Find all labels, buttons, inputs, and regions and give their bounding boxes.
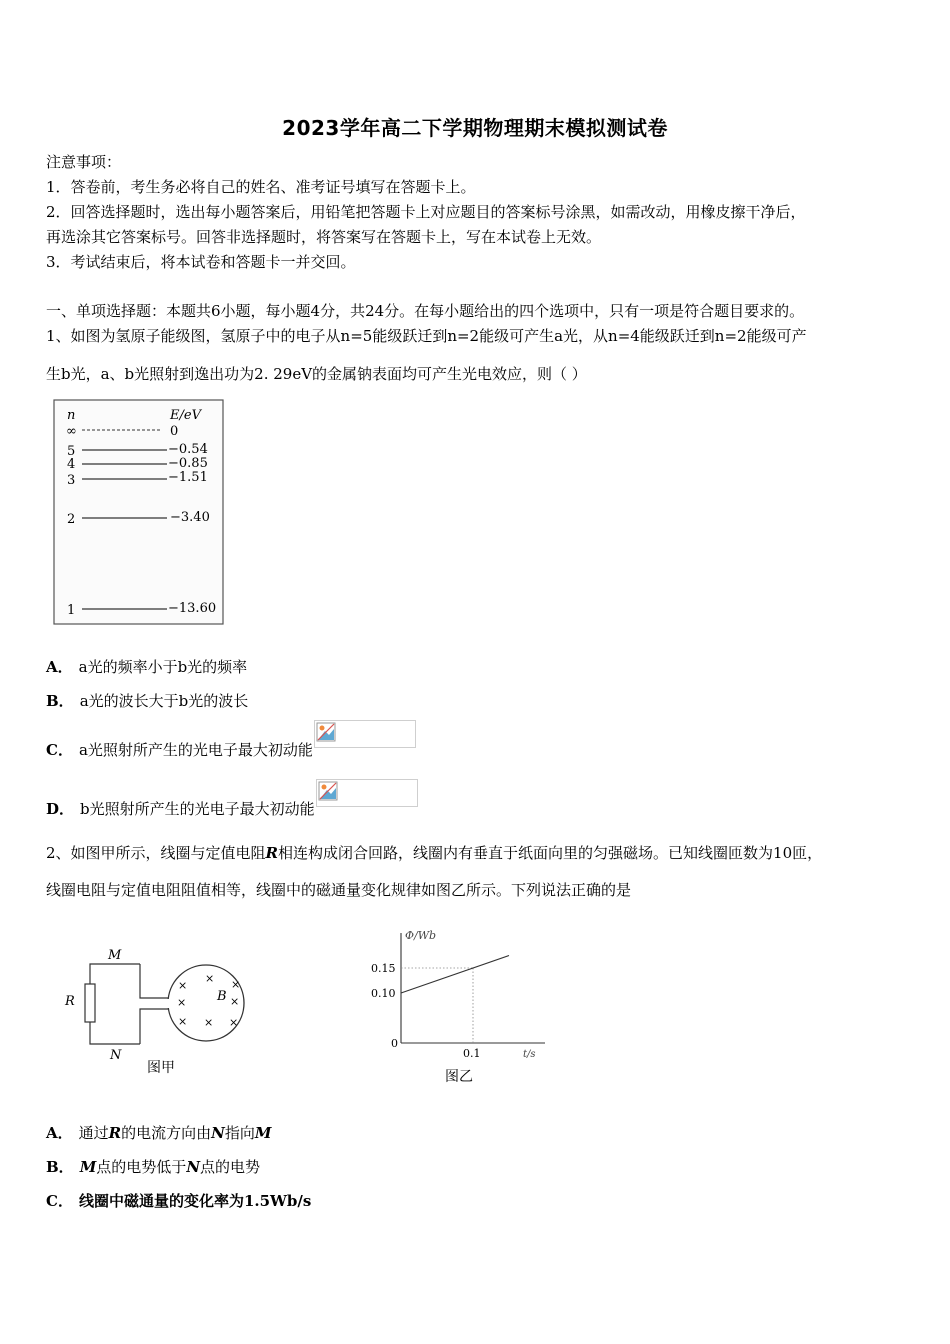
cross-mark: × [205,972,215,985]
question-2-line2: 线圈电阻与定值电阻阻值相等，线圈中的磁通量变化规律如图乙所示。下列说法正确的是 [46,881,632,899]
cross-mark: × [231,978,241,991]
x-tick-label: 0.1 [463,1047,481,1060]
level-n: 3 [67,473,76,488]
option-a: A． a光的频率小于b光的频率 [46,658,248,676]
level-e: −13.60 [168,601,217,616]
option-d: D． b光照射所产生的光电子最大初动能 [46,779,418,807]
option-a: A． 通过R的电流方向由N指向M [46,1124,272,1142]
label-m: M [108,948,122,963]
e-axis-label: E/eV [170,408,201,423]
level-n: 2 [67,512,76,527]
level-e: −0.85 [168,456,208,471]
level-n: 1 [67,603,76,618]
level-n: 5 [67,444,76,459]
broken-image-icon [316,779,418,807]
x-axis-label: t/s [523,1049,536,1060]
level-e: −3.40 [170,510,210,525]
cross-mark: × [230,995,240,1008]
figure-caption: 图乙 [445,1069,473,1085]
y-axis-label: Φ/Wb [405,929,437,942]
cross-mark: × [177,996,187,1009]
figure-caption: 图甲 [147,1060,175,1076]
section-heading: 一、单项选择题：本题共6小题，每小题4分，共24分。在每小题给出的四个选项中，只有一项是符合题目要求的。 [46,302,805,320]
cross-mark: × [178,1015,188,1028]
level-e: −1.51 [168,470,208,485]
cross-mark: × [229,1016,239,1029]
level-n: 4 [67,457,76,472]
broken-image-icon [314,720,416,748]
notice-item: 再选涂其它答案标号。回答非选择题时，将答案写在答题卡上，写在本试卷上无效。 [46,228,602,246]
circuit-figure [60,940,260,1084]
option-c: C． a光照射所产生的光电子最大初动能 [46,720,416,748]
label-r: R [65,994,75,1009]
y-tick-label: 0.10 [371,987,396,1000]
question-1-line2: 生b光，a、b光照射到逸出功为2. 29eV的金属钠表面均可产生光电效应，则（ ） [46,365,587,383]
origin-label: 0 [391,1037,398,1050]
cross-mark: × [178,979,188,992]
y-tick-label: 0.15 [371,962,396,975]
label-b: B [217,989,227,1004]
level-e: 0 [170,424,179,439]
page-title: 2023学年高二下学期物理期末模拟测试卷 [282,116,668,140]
resistor [85,984,95,1022]
energy-level-diagram [52,398,227,632]
option-b: B． M点的电势低于N点的电势 [46,1158,261,1176]
notice-item: 2．回答选择题时，选出每小题答案后，用铅笔把答题卡上对应题目的答案标号涂黑，如需改动，用橡皮擦干净后， [46,203,806,221]
cross-mark: × [204,1016,214,1029]
notice-item: 1．答卷前，考生务必将自己的姓名、准考证号填写在答题卡上。 [46,178,476,196]
question-2-line1: 2、如图甲所示，线圈与定值电阻R相连构成闭合回路，线圈内有垂直于纸面向里的匀强磁场。已知线圈匝数为10匝， [46,844,823,862]
option-b: B． a光的波长大于b光的波长 [46,692,249,710]
n-axis-label: n [67,408,76,423]
notice-item: 3．考试结束后，将本试卷和答题卡一并交回。 [46,253,356,271]
notice-heading: 注意事项： [46,153,122,171]
option-c: C． 线圈中磁通量的变化率为1.5Wb/s [46,1192,312,1210]
flux-line [401,956,509,994]
level-e: −0.54 [168,442,208,457]
question-1-line1: 1、如图为氢原子能级图，氢原子中的电子从n=5能级跃迁到n=2能级可产生a光，从n=4能级跃迁到n=2能级可产 [46,327,807,345]
flux-graph [365,925,555,1094]
label-n: N [110,1048,122,1063]
level-n: ∞ [66,424,77,439]
